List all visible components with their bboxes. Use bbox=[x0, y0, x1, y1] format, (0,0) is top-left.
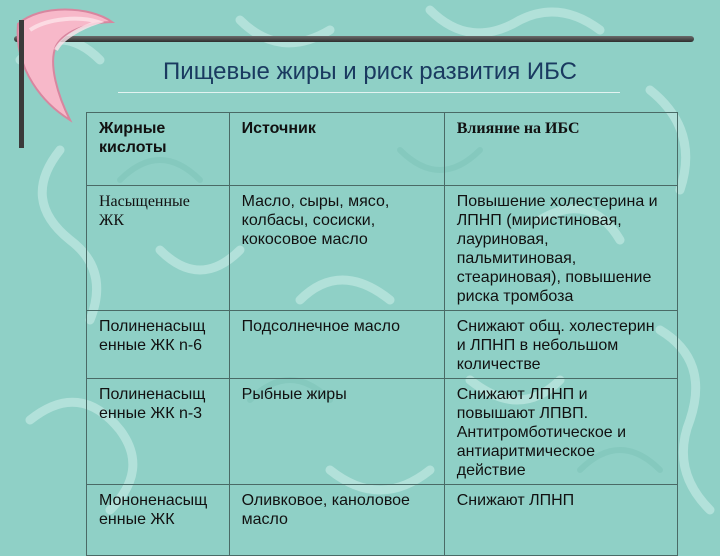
title-underline bbox=[118, 92, 620, 93]
acid-cell: Полиненасыщ енные ЖК n-6 bbox=[87, 311, 230, 379]
effect-cell: Повышение холестерина и ЛПНП (миристиновая, лауриновая, пальмитиновая, стеариновая), повышение риска тромбоза bbox=[444, 186, 677, 311]
header-effect: Влияние на ИБС bbox=[444, 113, 677, 186]
source-cell: Рыбные жиры bbox=[229, 379, 444, 485]
header-source: Источник bbox=[229, 113, 444, 186]
slide-title: Пищевые жиры и риск развития ИБС bbox=[163, 58, 577, 85]
table-row bbox=[87, 379, 678, 485]
table-row bbox=[87, 311, 678, 379]
effect-cell: Снижают ЛПНП bbox=[444, 485, 677, 556]
source-cell: Подсолнечное масло bbox=[229, 311, 444, 379]
acid-cell: Полиненасыщ енные ЖК n-3 bbox=[87, 379, 230, 485]
acid-cell: Насыщенные ЖК bbox=[87, 186, 230, 311]
table-row bbox=[87, 186, 678, 311]
header-acids: Жирные кислоты bbox=[87, 113, 230, 186]
table-row bbox=[87, 485, 678, 556]
effect-cell: Снижают общ. холестерин и ЛПНП в небольшом количестве bbox=[444, 311, 677, 379]
effect-cell: Снижают ЛПНП и повышают ЛПВП. Антитромботическое и антиаритмическое действие bbox=[444, 379, 677, 485]
fat-table bbox=[86, 112, 678, 556]
acid-cell: Мононенасыщ енные ЖК bbox=[87, 485, 230, 556]
source-cell: Оливковое, каноловое масло bbox=[229, 485, 444, 556]
source-cell: Масло, сыры, мясо, колбасы, сосиски, кокосовое масло bbox=[229, 186, 444, 311]
table-header-row bbox=[87, 113, 678, 186]
